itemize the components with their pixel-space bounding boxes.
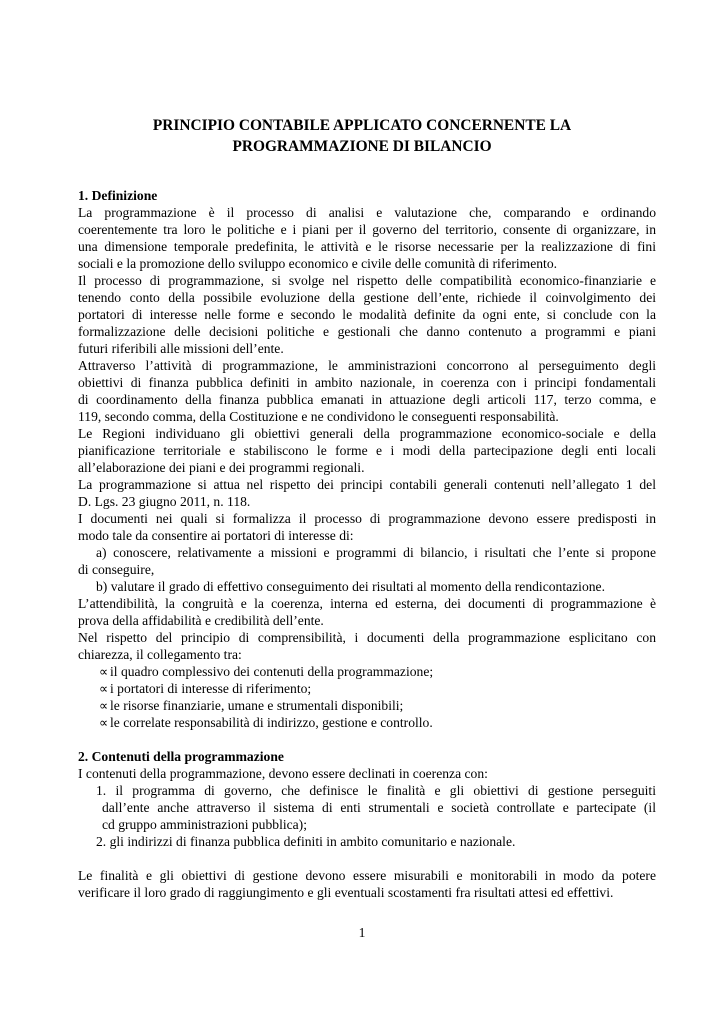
text-line: Nel rispetto del principio di comprensibilità, i documenti della programmazione esplicitano con	[78, 630, 656, 645]
list-item-a	[78, 544, 656, 578]
numbered-item-1	[78, 782, 656, 833]
paragraph-process	[78, 272, 656, 357]
bullet-list	[78, 663, 656, 731]
paragraph-documents	[78, 510, 656, 544]
bullet-symbol-icon: ∝	[99, 698, 109, 713]
text-line: dall’ente anche attraverso il sistema di enti strumentali e società controllate e partecipate (il	[102, 800, 656, 815]
list-item-b: b) valutare il grado di effettivo conseguimento dei risultati al momento della rendicontazione.	[96, 579, 605, 594]
paragraph-reliability	[78, 595, 656, 629]
text-line: 119, secondo comma, della Costituzione e ne condividono le conseguenti responsabilità.	[78, 409, 559, 424]
paragraph-comprehensibility	[78, 629, 656, 663]
title-line-2: PROGRAMMAZIONE DI BILANCIO	[232, 138, 492, 155]
text-line: di conseguire,	[78, 562, 155, 577]
text-line: portatori di interesse nelle forme e secondo le modalità definite da ogni ente, si conclude con la	[78, 307, 656, 322]
bullet-item	[78, 663, 656, 680]
bullet-symbol-icon: ∝	[99, 664, 109, 679]
page-number: 1	[358, 925, 366, 940]
text-line: La programmazione è il processo di analisi e valutazione che, comparando e ordinando	[78, 205, 656, 220]
text-line: una dimensione temporale predefinita, le attività e le risorse necessarie per la realizzazione di fini	[78, 239, 656, 254]
text-line: chiarezza, il collegamento tra:	[78, 647, 242, 662]
text-line: Le finalità e gli obiettivi di gestione devono essere misurabili e monitorabili in modo da potere	[78, 868, 656, 883]
text-line: Attraverso l’attività di programmazione, le amministrazioni concorrono al perseguimento degli	[78, 358, 656, 373]
paragraph-definition	[78, 204, 656, 272]
bullet-text: i portatori di interesse di riferimento;	[110, 681, 312, 696]
bullet-text: le risorse finanziarie, umane e strumentali disponibili;	[110, 698, 404, 713]
title-line-1: PRINCIPIO CONTABILE APPLICATO CONCERNENTE LA	[152, 117, 572, 134]
text-line: Le Regioni individuano gli obiettivi generali della programmazione economico-sociale e della	[78, 426, 656, 441]
document-body	[78, 187, 656, 901]
text-line: obiettivi di finanza pubblica definiti in ambito nazionale, in coerenza con i principi fondamentali	[78, 375, 656, 390]
paragraph-accounting-principles	[78, 476, 656, 510]
spacer	[78, 731, 656, 748]
text-line: D. Lgs. 23 giugno 2011, n. 118.	[78, 494, 251, 509]
text-line: cd gruppo amministrazioni pubblica);	[102, 817, 307, 832]
bullet-symbol-icon: ∝	[99, 681, 109, 696]
text-line: formalizzazione delle decisioni politiche e gestionali che danno contenuto a programmi e piani	[78, 324, 656, 339]
spacer	[78, 850, 656, 867]
text-line: a) conoscere, relativamente a missioni e programmi di bilancio, i risultati che l’ente si propone	[96, 545, 656, 560]
section-intro: I contenuti della programmazione, devono essere declinati in coerenza con:	[78, 766, 488, 781]
paragraph-regions	[78, 425, 656, 476]
text-line: di coordinamento della finanza pubblica emanati in attuazione degli articoli 117, terzo comma, e	[78, 392, 656, 407]
text-line: La programmazione si attua nel rispetto dei principi contabili generali contenuti nell’allegato 1 del	[78, 477, 656, 492]
section-heading-definizione: 1. Definizione	[78, 188, 158, 203]
bullet-item	[78, 680, 656, 697]
paragraph-closing	[78, 867, 656, 901]
page-title	[70, 115, 654, 157]
text-line: verificare il loro grado di raggiungimento e gli eventuali scostamenti fra risultati attesi ed effettivi.	[78, 885, 614, 900]
paragraph-public-finance	[78, 357, 656, 425]
bullet-text: il quadro complessivo dei contenuti della programmazione;	[110, 664, 434, 679]
text-line: I documenti nei quali si formalizza il processo di programmazione devono essere predisposti in	[78, 511, 656, 526]
bullet-item	[78, 697, 656, 714]
text-line: L’attendibilità, la congruità e la coerenza, interna ed esterna, dei documenti di programmazione è	[78, 596, 656, 611]
text-line: Il processo di programmazione, si svolge nel rispetto delle compatibilità economico-finanziarie e	[78, 273, 656, 288]
text-line: coerentemente tra loro le politiche e i piani per il governo del territorio, consente di organizzare, in	[78, 222, 656, 237]
section-heading-contenuti: 2. Contenuti della programmazione	[78, 749, 284, 764]
text-line: all’elaborazione dei piani e dei programmi regionali.	[78, 460, 365, 475]
text-line: pianificazione territoriale e stabiliscono le forme e i modi della partecipazione degli enti locali	[78, 443, 656, 458]
bullet-item	[78, 714, 656, 731]
text-line: prova della affidabilità e credibilità dell’ente.	[78, 613, 324, 628]
numbered-item-2: 2. gli indirizzi di finanza pubblica definiti in ambito comunitario e nazionale.	[96, 834, 516, 849]
text-line: tenendo conto della possibile evoluzione della gestione dell’ente, richiede il coinvolgimento dei	[78, 290, 656, 305]
bullet-symbol-icon: ∝	[99, 715, 109, 730]
text-line: modo tale da consentire ai portatori di interesse di:	[78, 528, 354, 543]
bullet-text: le correlate responsabilità di indirizzo, gestione e controllo.	[110, 715, 433, 730]
text-line: 1. il programma di governo, che definisce le finalità e gli obiettivi di gestione perseguiti	[96, 783, 656, 798]
text-line: sociali e la promozione dello sviluppo economico e civile delle comunità di riferimento.	[78, 256, 558, 271]
text-line: futuri riferibili alle missioni dell’ente.	[78, 341, 284, 356]
